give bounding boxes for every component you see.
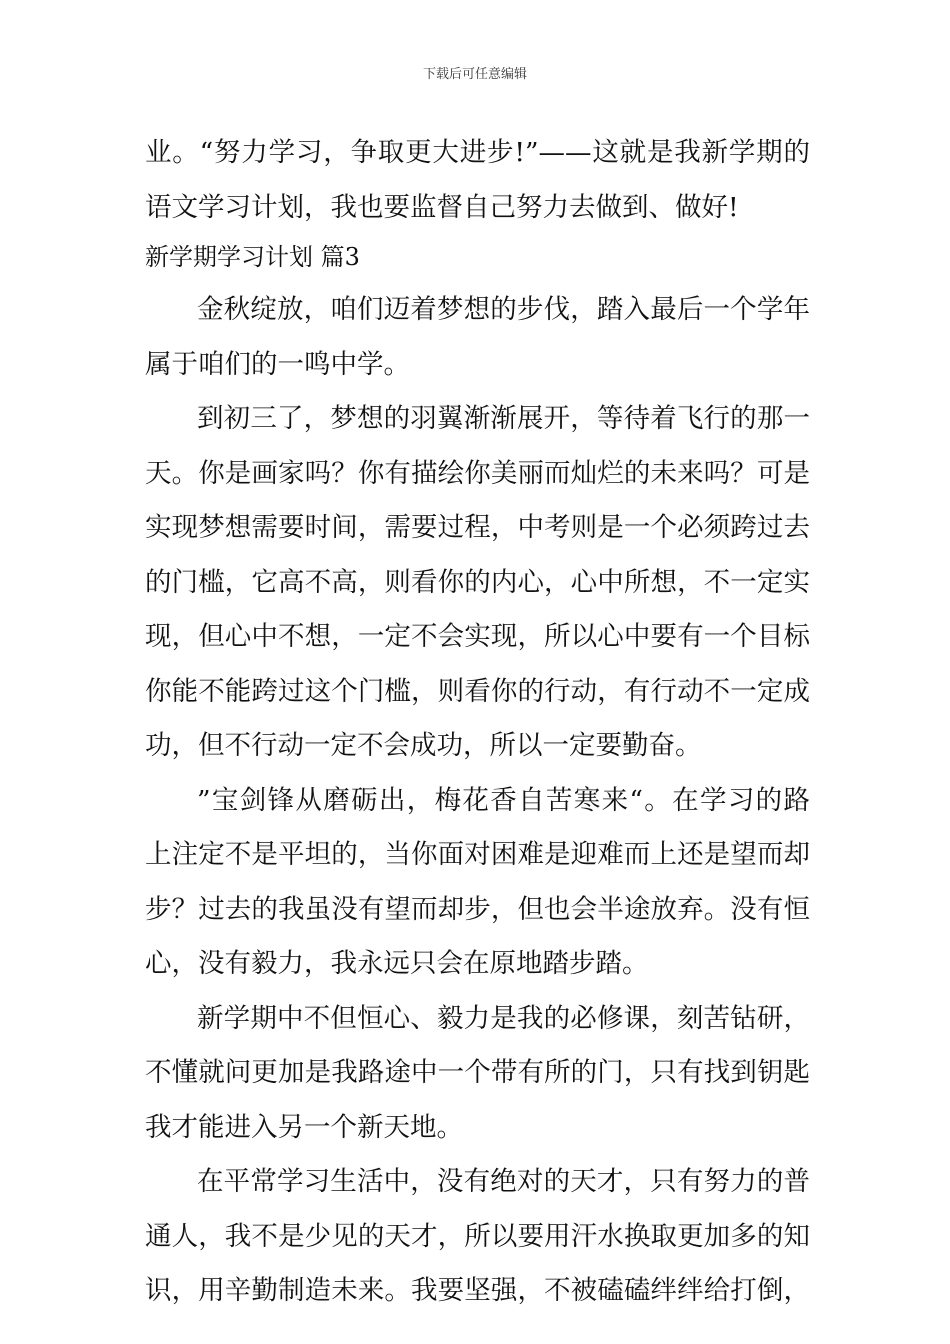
text-line: ”宝剑锋从磨砺出，梅花香自苦寒来“。在学习的路	[197, 784, 810, 816]
page-header: 下载后可任意编辑	[422, 67, 527, 82]
text-line: 心，没有毅力，我永远只会在原地踏步踏。	[145, 948, 649, 979]
text-line: 不懂就问更加是我路途中一个带有所的门，只有找到钥匙	[145, 1057, 810, 1088]
text-line: 新学期中不但恒心、毅力是我的必修课，刻苦钻研，	[197, 1002, 810, 1034]
text-line: 识，用辛勤制造未来。我要坚强，不被磕磕绊绊给打倒，	[145, 1275, 810, 1306]
text-line: 功，但不行动一定不会成功，所以一定要勤奋。	[145, 730, 702, 761]
text-line: 语文学习计划，我也要监督自己努力去做到、做好!	[145, 191, 739, 223]
document-body	[145, 126, 810, 1319]
text-line: 步？过去的我虽没有望而却步，但也会半途放弃。没有恒	[145, 893, 810, 925]
text-line: 金秋绽放，咱们迈着梦想的步伐，踏入最后一个学年	[197, 294, 810, 325]
text-line: 实现梦想需要时间，需要过程，中考则是一个必须跨过去	[145, 512, 810, 543]
text-line: 业。“努力学习，争取更大进步!”——这就是我新学期的	[145, 137, 810, 168]
text-line: 现，但心中不想，一定不会实现，所以心中要有一个目标	[145, 621, 810, 652]
section-title: 新学期学习计划 篇3	[145, 243, 360, 271]
text-line: 的门槛，它高不高，则看你的内心，心中所想，不一定实	[145, 566, 810, 598]
text-line: 在平常学习生活中，没有绝对的天才，只有努力的普	[197, 1166, 810, 1197]
text-line: 到初三了，梦想的羽翼渐渐展开，等待着飞行的那一	[197, 403, 810, 434]
text-line: 通人，我不是少见的天才，所以要用汗水换取更加多的知	[145, 1220, 810, 1252]
text-line: 天。你是画家吗？你有描绘你美丽而灿烂的未来吗？可是	[145, 457, 810, 489]
text-line: 你能不能跨过这个门槛，则看你的行动，有行动不一定成	[145, 675, 810, 707]
text-line: 我才能进入另一个新天地。	[145, 1111, 463, 1143]
text-line: 上注定不是平坦的，当你面对困难是迎难而上还是望而却	[145, 839, 810, 870]
text-line: 属于咱们的一鸣中学。	[145, 348, 410, 380]
